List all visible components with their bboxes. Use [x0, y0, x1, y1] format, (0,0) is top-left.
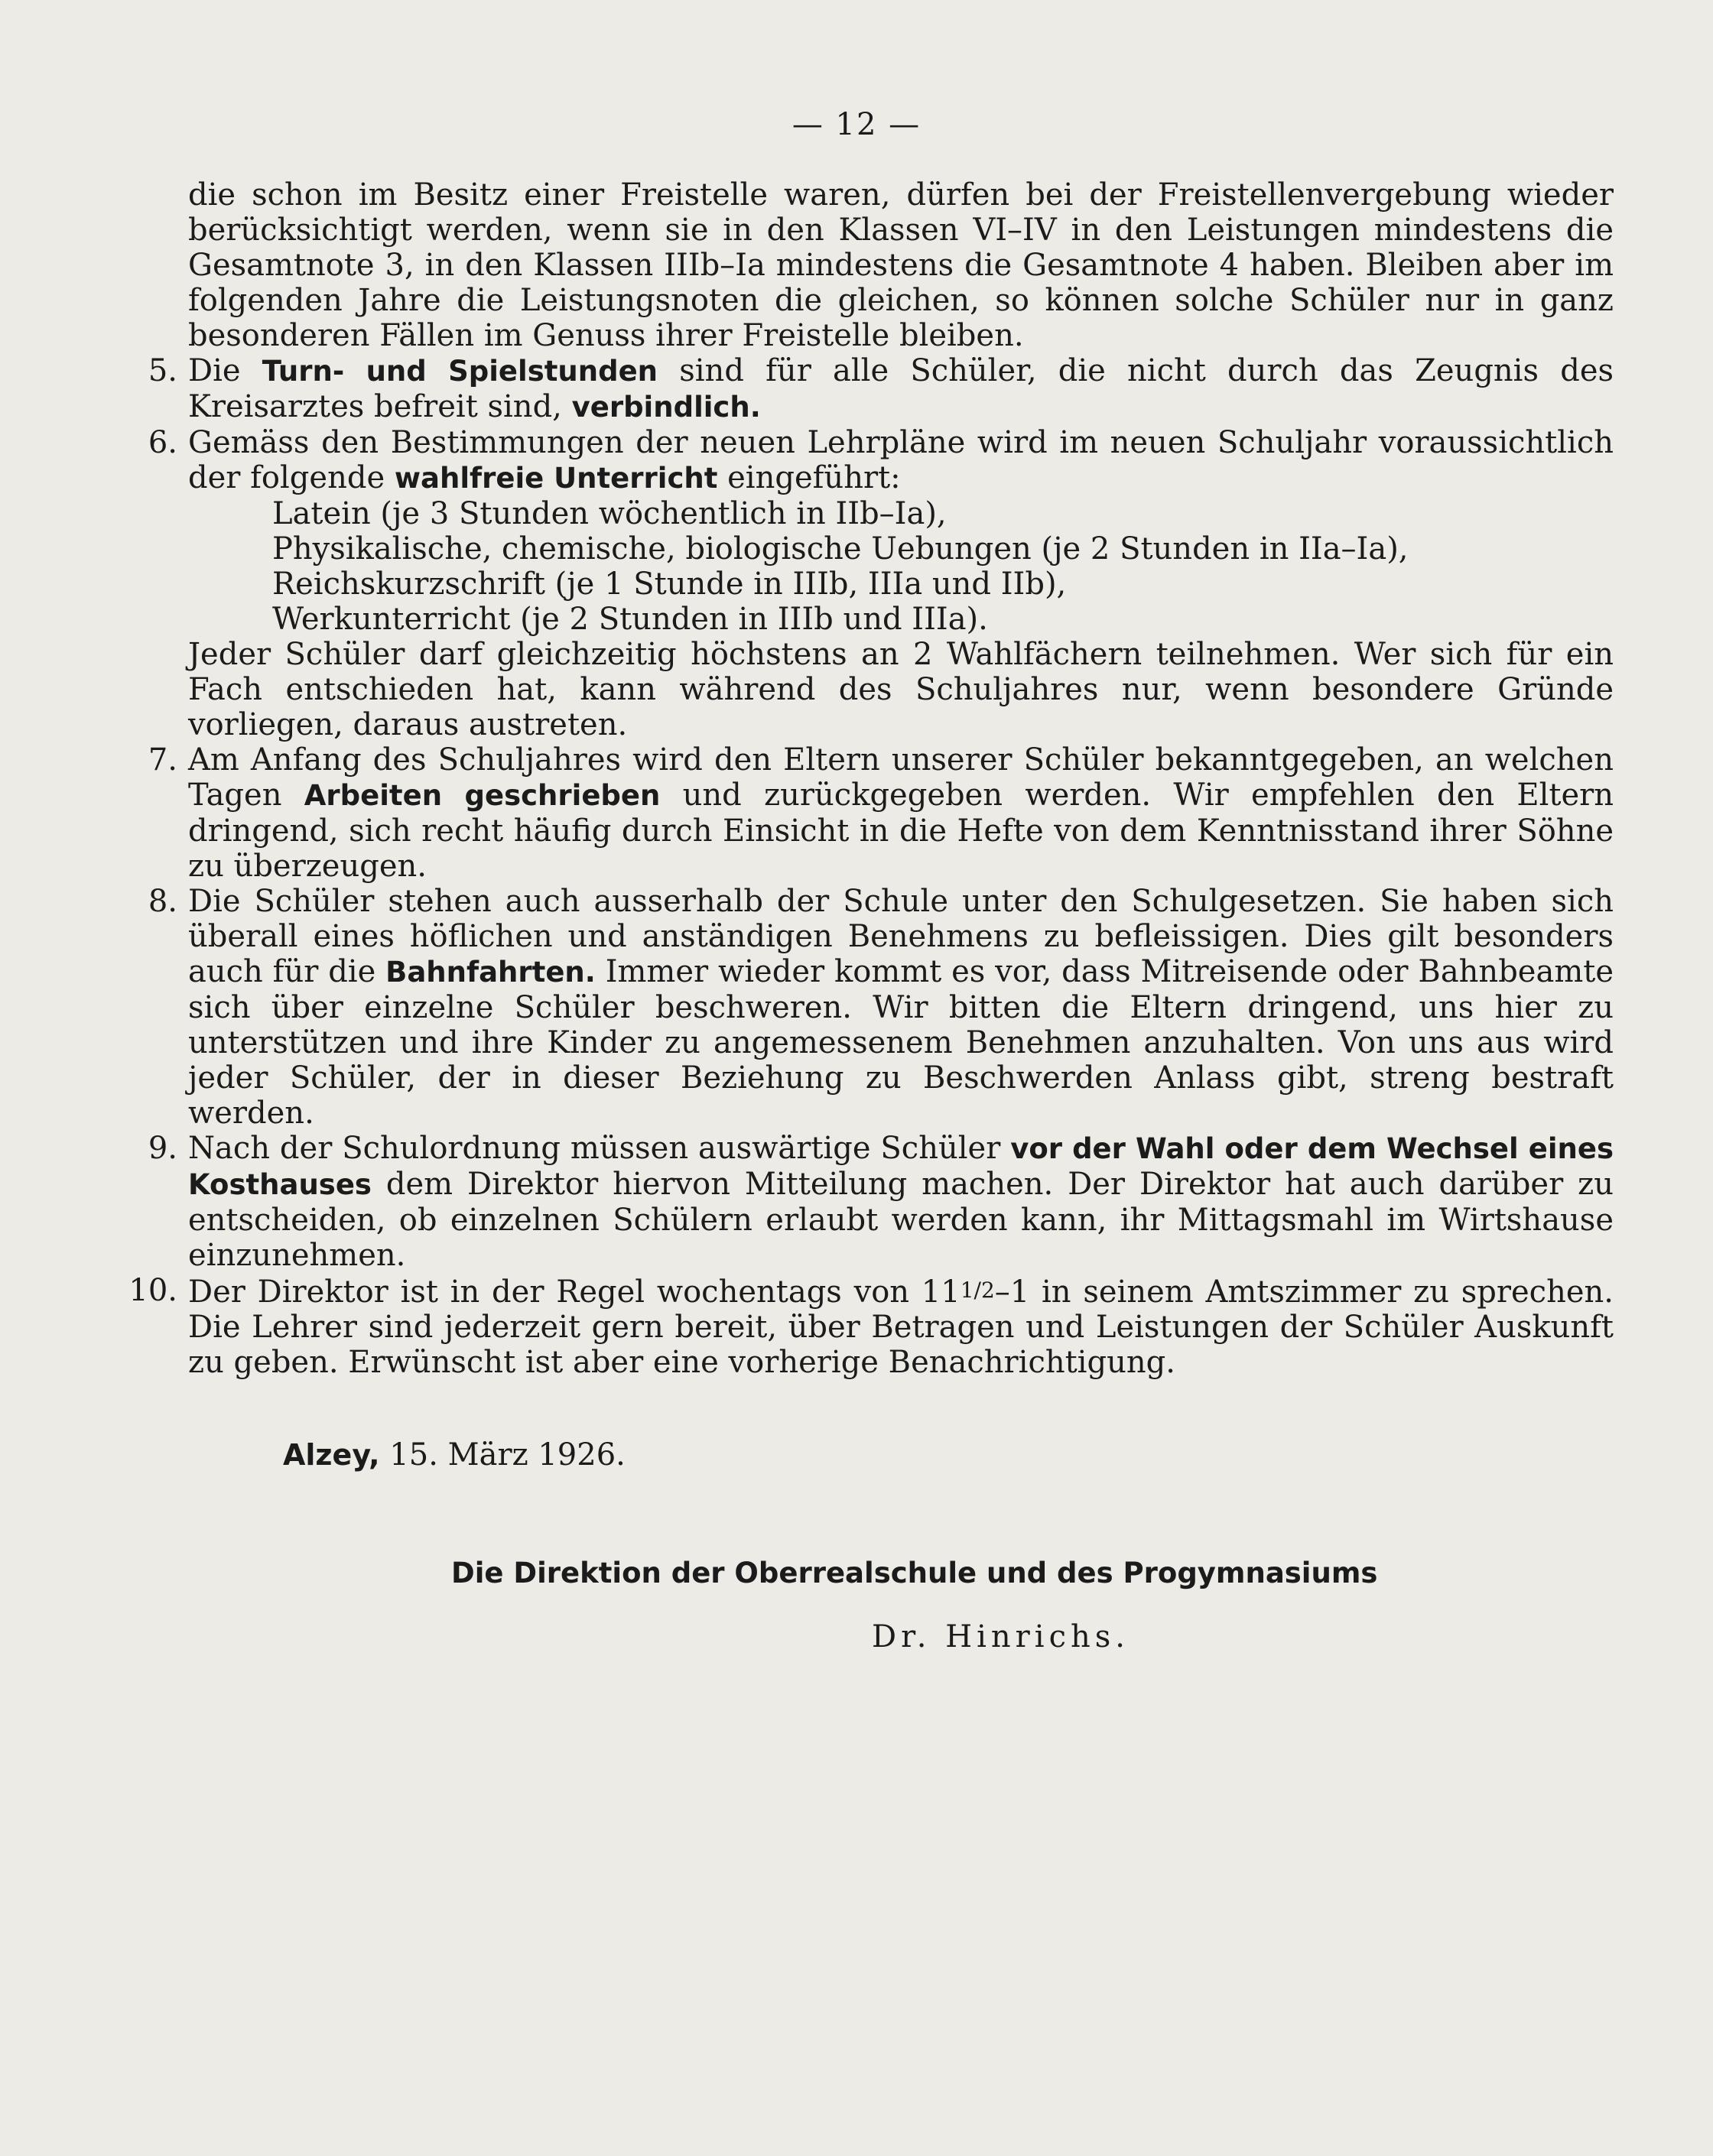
signature-name: Dr. Hinrichs. [872, 1619, 1130, 1654]
list-item-8 [148, 884, 1614, 1131]
place: Alzey, [283, 1438, 380, 1472]
elective-workshop: Werkunterricht (je 2 Stunden in IIIb und IIIa). [272, 602, 988, 637]
item-number: 10. [128, 1273, 177, 1308]
list-item-9 [148, 1131, 1614, 1273]
list-item-10 [128, 1273, 1614, 1380]
text: Am Anfang des Schuljahres wird den Eltern unserer Schüler bekanntgegeben, an welchen Tagen [188, 742, 1614, 813]
emphasis: Arbeiten geschrieben [304, 779, 661, 812]
intro-paragraph: die schon im Besitz einer Freistelle waren, dürfen bei der Freistellenvergebung wieder berücksichtigt werden, wenn sie in den Klassen VI–IV in den Leistungen mindestens die Gesamtnote 3, in den Klassen IIIb–Ia mindestens die Gesamtnote 4 haben. Bleiben aber im folgenden Jahre die Leistungsnoten die gleichen, so können solche Schüler nur in ganz besonderen Fällen im Genuss ihrer Freistelle bleiben. [188, 177, 1614, 353]
text: sind für alle Schüler, die nicht durch das Zeugnis des Kreisarztes befreit sind, [188, 353, 1614, 424]
item-number: 8. [148, 884, 177, 919]
emphasis: wahlfreie Unterricht [394, 462, 718, 495]
item-number: 6. [148, 425, 177, 460]
place-date [283, 1437, 626, 1473]
text: und zurückgegeben werden. Wir empfehlen den Eltern dringend, sich recht häufig durch Einsicht in die Hefte von dem Kenntnisstand ihrer Söhne zu überzeugen. [188, 778, 1614, 884]
page-number: — 12 — [791, 107, 922, 142]
text: Die [188, 353, 262, 388]
text: Jeder Schüler darf gleichzeitig höchstens an 2 Wahlfächern teilnehmen. Wer sich für ein Fach entschieden hat, kann während des Schuljahres nur, wenn besondere Gründe vorliegen, daraus austreten. [188, 637, 1614, 742]
elective-latin: Latein (je 3 Stunden wöchentlich in IIb–Ia), [272, 496, 947, 531]
text: eingeführt: [717, 460, 901, 495]
list-item-6 [148, 425, 1614, 742]
list-item-7 [148, 742, 1614, 884]
emphasis: verbindlich. [571, 391, 761, 424]
item-number: 9. [148, 1131, 177, 1166]
signature-organization: Die Direktion der Oberrealschule und des Progymnasiums [451, 1557, 1378, 1589]
elective-shorthand: Reichskurzschrift (je 1 Stunde in IIIb, IIIa und IIb), [272, 567, 1067, 602]
emphasis: Turn- und Spielstunden [262, 355, 658, 388]
date: 15. März 1926. [379, 1437, 626, 1473]
emphasis: vor der Wahl oder dem Wechsel eines Kosthauses [188, 1132, 1614, 1201]
list-item-5 [148, 353, 1614, 425]
text: Gemäss den Bestimmungen der neuen Lehrpläne wird im neuen Schuljahr voraussichtlich der folgende [188, 425, 1614, 495]
elective-science: Physikalische, chemische, biologische Uebungen (je 2 Stunden in IIa–Ia), [272, 531, 1409, 567]
text: Die Schüler stehen auch ausserhalb der Schule unter den Schulgesetzen. Sie haben sich überall eines höflichen und anständigen Benehmens zu befleissigen. Dies gilt besonders auch für die [188, 884, 1614, 989]
text: dem Direktor hiervon Mitteilung machen. Der Direktor hat auch darüber zu entscheiden, ob einzelnen Schülern erlaubt werden kann, ihr Mittagsmahl im Wirtshause einzunehmen. [188, 1167, 1614, 1273]
text: Der Direktor ist in der Regel wochentags von 11 [188, 1274, 961, 1310]
text: Nach der Schulordnung müssen auswärtige Schüler [188, 1131, 1011, 1166]
text: Immer wieder kommt es vor, dass Mitreisende oder Bahnbeamte sich über einzelne Schüler beschweren. Wir bitten die Eltern dringend, uns hier zu unterstützen und ihre Kinder zu angemessenem Benehmen anzuhalten. Von uns aus wird jeder Schüler, der in dieser Beziehung zu Beschwerden Anlass gibt, streng bestraft werden. [188, 954, 1614, 1131]
text: –1 in seinem Amtszimmer zu sprechen. Die Lehrer sind jederzeit gern bereit, über Betragen und Leistungen der Schüler Auskunft zu geben. Erwünscht ist aber eine vorherige Benachrichtigung. [188, 1274, 1614, 1380]
emphasis: Bahnfahrten. [385, 956, 596, 989]
fraction: 1/2 [960, 1278, 995, 1303]
item-number: 5. [148, 353, 177, 388]
document-body [128, 177, 1614, 1380]
item-number: 7. [148, 742, 177, 778]
